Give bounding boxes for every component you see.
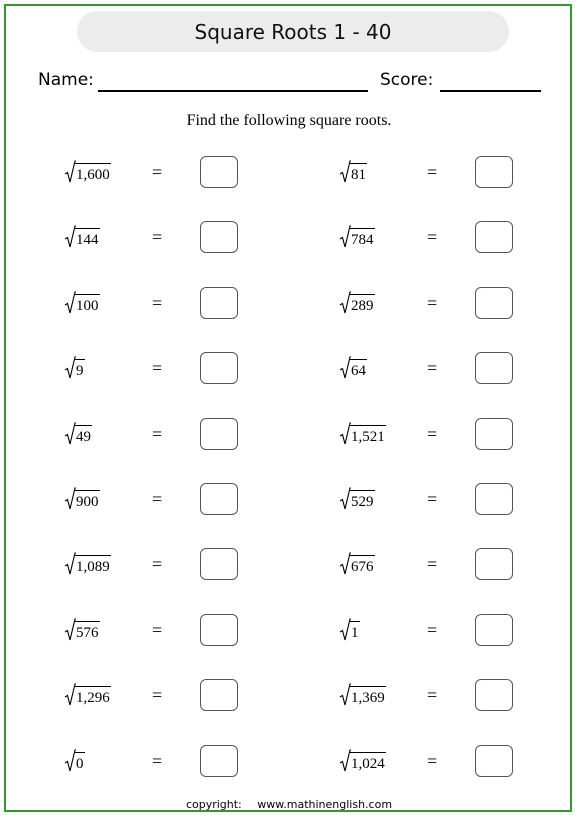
name-label: Name: [38, 70, 94, 90]
equals-sign: = [427, 358, 438, 378]
radicand: 1,521 [350, 425, 386, 446]
equals-sign: = [152, 293, 163, 313]
answer-box[interactable] [475, 418, 513, 450]
equals-sign: = [427, 751, 438, 771]
square-root-expression [64, 422, 92, 446]
radicand: 49 [75, 425, 92, 446]
radicand: 100 [75, 294, 100, 315]
answer-box[interactable] [200, 483, 238, 515]
problem-item [64, 221, 244, 255]
square-root-expression [339, 291, 375, 315]
equals-sign: = [152, 162, 163, 182]
problem-item [64, 287, 244, 321]
radicand: 1,296 [75, 686, 111, 707]
problem-item [339, 483, 519, 517]
name-score-row [38, 70, 548, 96]
equals-sign: = [427, 554, 438, 574]
answer-box[interactable] [200, 352, 238, 384]
problem-item [64, 548, 244, 582]
radicand: 1,024 [350, 752, 386, 773]
equals-sign: = [152, 489, 163, 509]
square-root-expression [64, 225, 100, 249]
radicand: 900 [75, 490, 100, 511]
square-root-expression [339, 356, 367, 380]
radicand: 784 [350, 228, 375, 249]
answer-box[interactable] [200, 745, 238, 777]
problem-item [64, 679, 244, 713]
square-root-expression [64, 683, 111, 707]
equals-sign: = [427, 162, 438, 182]
website-link[interactable]: www.mathinenglish.com [257, 798, 393, 811]
equals-sign: = [427, 685, 438, 705]
answer-box[interactable] [200, 679, 238, 711]
radicand: 64 [350, 359, 367, 380]
radicand: 289 [350, 294, 375, 315]
radicand: 529 [350, 490, 375, 511]
equals-sign: = [152, 751, 163, 771]
answer-box[interactable] [200, 614, 238, 646]
answer-box[interactable] [200, 418, 238, 450]
equals-sign: = [427, 620, 438, 640]
square-root-expression [339, 487, 375, 511]
square-root-expression [339, 552, 375, 576]
square-root-expression [339, 422, 386, 446]
square-root-expression [64, 749, 85, 773]
problem-item [339, 548, 519, 582]
equals-sign: = [152, 685, 163, 705]
footer [0, 798, 578, 811]
problem-item [64, 418, 244, 452]
radicand: 9 [75, 359, 85, 380]
copyright-label: copyright: [185, 798, 242, 811]
equals-sign: = [152, 554, 163, 574]
square-root-expression [64, 552, 111, 576]
name-field-line[interactable] [98, 90, 368, 92]
score-field-line[interactable] [440, 90, 541, 92]
answer-box[interactable] [475, 287, 513, 319]
instructions: Find the following square roots. [186, 112, 392, 129]
radicand: 0 [75, 752, 85, 773]
radicand: 1,089 [75, 555, 111, 576]
problem-item [339, 679, 519, 713]
square-root-expression [64, 160, 111, 184]
equals-sign: = [427, 424, 438, 444]
radicand: 1,600 [75, 163, 111, 184]
answer-box[interactable] [200, 156, 238, 188]
problem-item [64, 352, 244, 386]
score-label: Score: [380, 70, 434, 90]
radicand: 676 [350, 555, 375, 576]
radicand: 1 [350, 621, 360, 642]
worksheet-title: Square Roots 1 - 40 [77, 11, 509, 52]
radicand: 576 [75, 621, 100, 642]
equals-sign: = [152, 620, 163, 640]
problem-item [339, 418, 519, 452]
answer-box[interactable] [200, 221, 238, 253]
answer-box[interactable] [475, 483, 513, 515]
square-root-expression [64, 356, 85, 380]
answer-box[interactable] [475, 221, 513, 253]
answer-box[interactable] [475, 548, 513, 580]
problem-item [339, 287, 519, 321]
equals-sign: = [427, 227, 438, 247]
problem-item [339, 745, 519, 779]
equals-sign: = [427, 293, 438, 313]
problem-item [339, 352, 519, 386]
equals-sign: = [427, 489, 438, 509]
problem-item [64, 614, 244, 648]
square-root-expression [339, 618, 360, 642]
equals-sign: = [152, 227, 163, 247]
answer-box[interactable] [475, 745, 513, 777]
radicand: 81 [350, 163, 367, 184]
square-root-expression [339, 683, 386, 707]
square-root-expression [64, 291, 100, 315]
square-root-expression [64, 618, 100, 642]
problem-item [64, 745, 244, 779]
answer-box[interactable] [475, 614, 513, 646]
square-root-expression [339, 749, 386, 773]
square-root-expression [339, 160, 367, 184]
problem-item [339, 156, 519, 190]
answer-box[interactable] [475, 156, 513, 188]
equals-sign: = [152, 424, 163, 444]
answer-box[interactable] [200, 548, 238, 580]
answer-box[interactable] [200, 287, 238, 319]
problem-item [64, 156, 244, 190]
square-root-expression [339, 225, 375, 249]
radicand: 1,369 [350, 686, 386, 707]
answer-box[interactable] [475, 679, 513, 711]
problem-item [339, 614, 519, 648]
problem-item [339, 221, 519, 255]
problem-item [64, 483, 244, 517]
square-root-expression [64, 487, 100, 511]
answer-box[interactable] [475, 352, 513, 384]
radicand: 144 [75, 228, 100, 249]
equals-sign: = [152, 358, 163, 378]
